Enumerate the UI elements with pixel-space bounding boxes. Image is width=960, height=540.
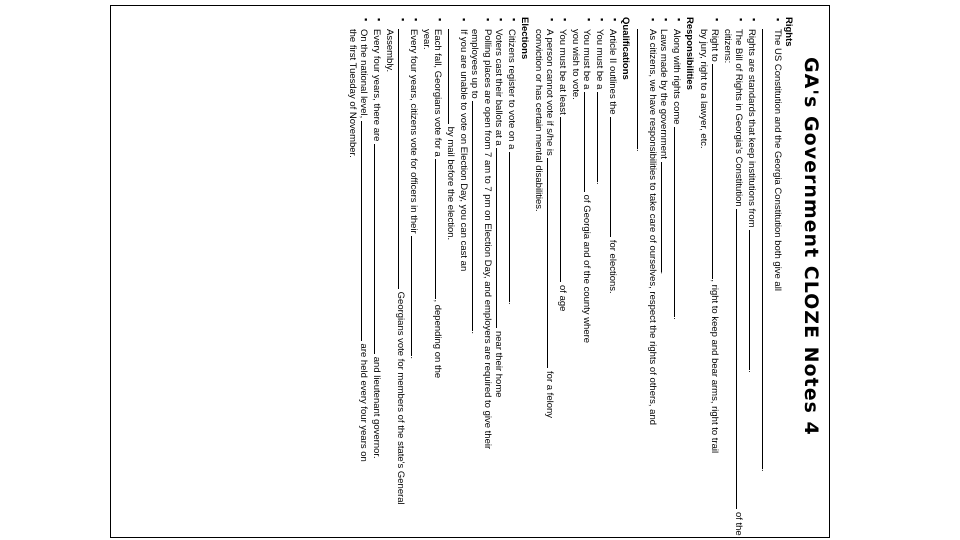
qual-text-1: Article II outlines the [607, 29, 618, 115]
fill-blank[interactable] [762, 29, 772, 469]
elect-line-6 [445, 17, 458, 526]
resp-blank-line: . [634, 17, 647, 526]
section-heading-elections: Elections [519, 17, 530, 60]
fill-blank[interactable] [435, 159, 445, 299]
elect-line-4: employees up to . [469, 29, 480, 334]
elect-line-10 [395, 17, 408, 526]
qual-line-3 [581, 17, 594, 526]
qual-text-5: You must be at least [557, 29, 568, 115]
rights-line-2: ▪ Rights are standards that keep institutions from . [746, 17, 759, 526]
elect-line-9: ▪ Every four years, citizens vote for officers in their . [408, 17, 421, 526]
rights-text-3: The Bill of Rights in Georgia's Constitution [733, 29, 744, 207]
qual-text-3: You must be a [581, 29, 592, 90]
rights-text-5: Right to [709, 29, 720, 62]
fill-blank[interactable] [610, 117, 620, 237]
resp-line-1: ▪ Along with rights come . [671, 17, 684, 526]
qual-line-1 [607, 17, 620, 526]
fill-blank[interactable] [712, 64, 722, 279]
elect-text-9: Every four years, citizens vote for officers in their [408, 29, 419, 234]
elect-line-5: ▪ If you are unable to vote on Election Day, you can cast an [458, 17, 469, 526]
qual-text-1b: for elections. [607, 239, 618, 294]
rights-line-4: citizens: [722, 29, 733, 64]
rights-line-6: by jury, right to a lawyer, etc. [698, 29, 709, 149]
elect-line-1: ▪ Citizens register to vote on a . [506, 17, 519, 526]
fill-blank[interactable] [661, 162, 671, 272]
elect-line-13 [358, 17, 371, 526]
resp-line-2: ▪ Laws made by the government . [658, 17, 671, 526]
elect-text-6: by mail before the election. [445, 126, 456, 241]
rotated-content [114, 9, 829, 534]
fill-blank[interactable] [547, 158, 557, 368]
qual-text-3b: of Georgia and of the county where [581, 194, 592, 344]
resp-line-3: ▪ As citizens, we have responsibilities to take care of ourselves, respect the rights of others, and [647, 17, 658, 526]
section-heading-rights: Rights [783, 17, 794, 47]
elect-text-13: On the national level, [358, 29, 369, 119]
qual-line-2: ▪ You must be a . [594, 17, 607, 526]
fill-blank[interactable] [496, 148, 506, 328]
elect-line-14: the first Tuesday of November. [347, 29, 358, 158]
qual-text-6b: for a felony [544, 371, 555, 419]
fill-blank[interactable] [361, 121, 371, 341]
fill-blank[interactable] [374, 144, 384, 354]
resp-text-1: Along with rights come [671, 29, 682, 125]
elect-text-2: Voters cast their ballots at a [493, 29, 504, 146]
section-heading-qualifications: Qualifications [620, 17, 631, 80]
qual-text-5b: of age [557, 285, 568, 312]
page-title: GA's Government CLOZE Notes 4 [800, 57, 822, 436]
qual-text-6: A person cannot vote if s/he is [544, 29, 555, 156]
elect-line-11: Assembly. [384, 29, 395, 73]
fill-blank[interactable] [411, 236, 421, 356]
elect-line-3: ▪ Polling places are open from 7 am to 7 pm on Election Day, and employers are required to give their [482, 17, 493, 526]
elect-text-2b: near their home [493, 330, 504, 398]
qual-line-7: conviction or has certain mental disabilities. [533, 29, 544, 212]
elect-line-12 [371, 17, 384, 526]
fill-blank[interactable] [448, 29, 458, 124]
elect-text-7: Each fall, Georgians vote for a [432, 29, 443, 157]
fill-blank[interactable] [736, 209, 746, 509]
fill-blank[interactable] [509, 152, 519, 302]
elect-line-2 [493, 17, 506, 526]
fill-blank[interactable] [398, 29, 408, 289]
qual-line-6 [544, 17, 557, 526]
fill-blank[interactable] [749, 230, 759, 370]
notes-sheet [110, 5, 830, 538]
qual-text-2: You must be a [594, 29, 605, 90]
rights-text-5b: , right to keep and bear arms, right to trail [709, 279, 720, 454]
elect-line-7 [432, 17, 445, 526]
rights-line-1 [772, 17, 783, 526]
rights-line-5 [709, 17, 722, 526]
qual-line-5 [557, 17, 570, 526]
elect-text-12: Every four years, there are [371, 29, 382, 142]
fill-blank[interactable] [597, 92, 607, 182]
fill-blank[interactable] [637, 29, 647, 149]
elect-text-13b: are held every four years on [358, 343, 369, 462]
fill-blank[interactable] [674, 127, 684, 317]
elect-text-4: employees up to [469, 29, 480, 99]
fill-blank[interactable] [584, 92, 594, 192]
rights-text-3b: of the [733, 511, 744, 536]
elect-text-7b: , depending on the [432, 299, 443, 379]
fill-blank[interactable] [560, 117, 570, 282]
elect-text-1: Citizens register to vote on a [506, 29, 517, 150]
section-heading-responsibilities: Responsibilities [684, 17, 695, 90]
resp-text-2: Laws made by the government [658, 29, 669, 159]
elect-text-12b: and lieutenant governor. [371, 356, 382, 459]
rights-text-2: Rights are standards that keep institutions from [746, 29, 757, 228]
elect-line-8: year. [421, 29, 432, 50]
rights-blank-line: . [759, 17, 772, 526]
elect-text-10: Georgians vote for members of the state's General [395, 291, 406, 505]
rights-text-1: The US Constitution and the Georgia Constitution both give all [772, 29, 783, 291]
rights-line-3 [733, 17, 746, 536]
fill-blank[interactable] [472, 101, 482, 331]
qual-line-4: you wish to vote. [570, 29, 581, 100]
